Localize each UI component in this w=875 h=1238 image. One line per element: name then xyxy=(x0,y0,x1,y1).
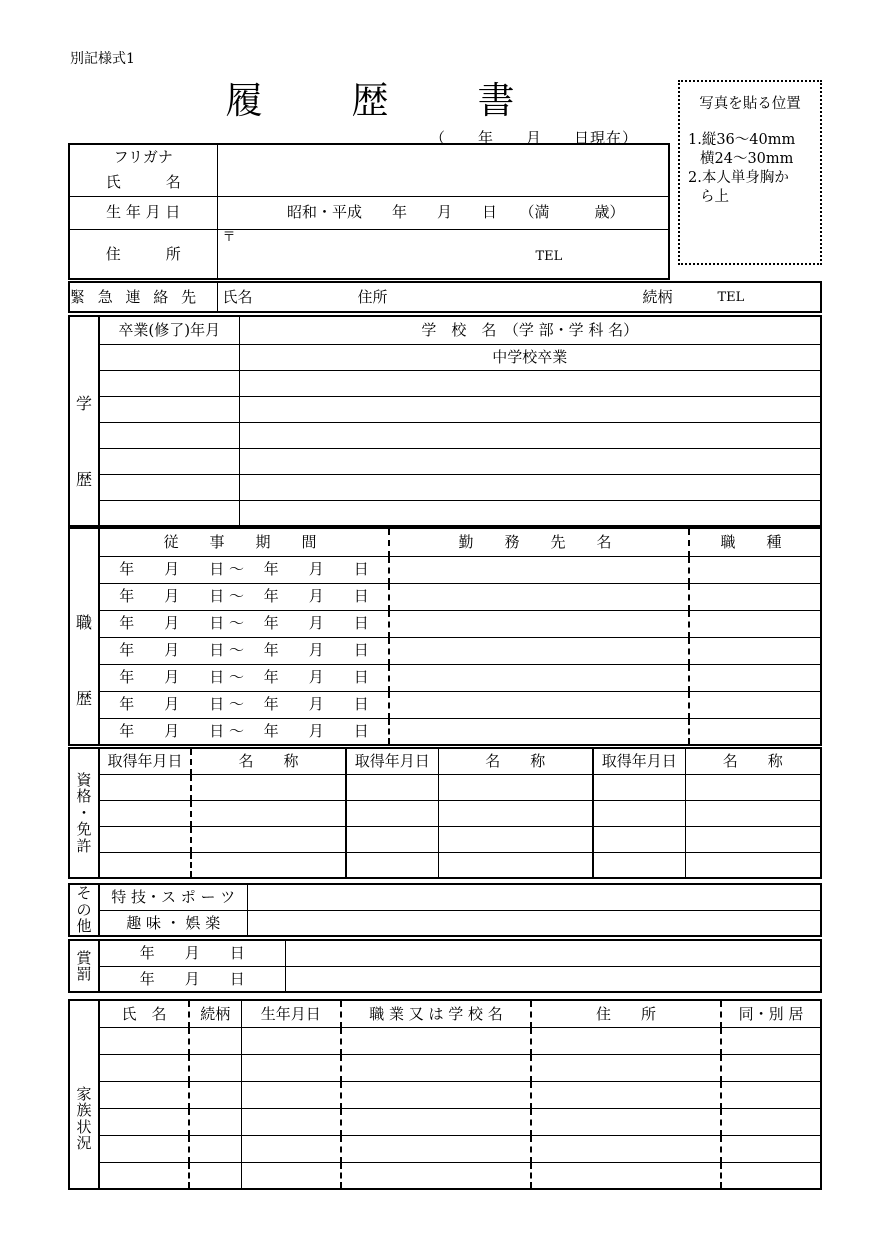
work-jobtype-cell[interactable] xyxy=(689,583,821,610)
family-relation-cell[interactable] xyxy=(189,1054,241,1081)
award-label-char-0: 賞 xyxy=(76,948,92,967)
table-row[interactable] xyxy=(69,1108,821,1135)
work-col-period-header: 従 事 期 間 xyxy=(99,528,389,556)
work-jobtype-cell[interactable] xyxy=(689,610,821,637)
award-detail-cell[interactable] xyxy=(285,940,821,966)
education-date-cell[interactable] xyxy=(99,422,239,448)
table-row[interactable] xyxy=(69,500,821,526)
family-section-label xyxy=(69,1000,99,1189)
family-occupation-cell[interactable] xyxy=(341,1081,531,1108)
family-living-cell[interactable] xyxy=(721,1081,821,1108)
emergency-contact-fields[interactable] xyxy=(217,282,821,312)
table-row[interactable] xyxy=(69,691,821,718)
family-name-cell[interactable] xyxy=(99,1162,189,1189)
education-date-cell[interactable] xyxy=(99,448,239,474)
family-occupation-cell[interactable] xyxy=(341,1135,531,1162)
qualification-date-cell[interactable] xyxy=(593,800,685,826)
postal-code-mark: 〒 xyxy=(222,229,236,245)
education-school-cell[interactable] xyxy=(239,370,821,396)
family-label-char-1: 族 xyxy=(76,1101,92,1119)
work-company-cell[interactable] xyxy=(389,610,689,637)
education-table xyxy=(68,315,822,527)
work-jobtype-cell[interactable] xyxy=(689,691,821,718)
work-label-bottom: 歴 xyxy=(75,688,92,708)
family-living-cell[interactable] xyxy=(721,1054,821,1081)
family-label-char-3: 況 xyxy=(76,1134,92,1152)
qualification-date-cell[interactable] xyxy=(346,826,438,852)
family-name-cell[interactable] xyxy=(99,1108,189,1135)
education-section-label xyxy=(69,316,99,526)
hobbies-input-cell[interactable] xyxy=(247,910,821,936)
address-input-cell[interactable] xyxy=(217,229,669,279)
family-col-relation-header: 続柄 xyxy=(189,1000,241,1027)
family-living-cell[interactable] xyxy=(721,1027,821,1054)
family-birth-cell[interactable] xyxy=(241,1162,341,1189)
birthdate-input-cell[interactable]: 昭和・平成 年 月 日 （満 歳） xyxy=(217,196,669,229)
family-birth-cell[interactable] xyxy=(241,1054,341,1081)
qualification-name-cell[interactable] xyxy=(438,774,593,800)
work-period-cell[interactable]: 年 月 日 ～ 年 月 日 xyxy=(99,583,389,610)
family-label-char-0: 家 xyxy=(76,1084,92,1103)
family-name-cell[interactable] xyxy=(99,1135,189,1162)
photo-box-line-3: 2.本人単身胸か xyxy=(688,170,789,186)
table-row[interactable] xyxy=(69,1027,821,1054)
table-row[interactable] xyxy=(69,396,821,422)
education-date-cell[interactable] xyxy=(99,344,239,370)
award-section-label xyxy=(69,940,99,992)
table-row[interactable] xyxy=(69,1081,821,1108)
special-skills-label: 特 技・ス ポ ー ツ xyxy=(99,884,247,910)
table-row[interactable] xyxy=(69,1162,821,1189)
table-row[interactable] xyxy=(69,344,821,370)
photo-box-title: 写真を貼る位置 xyxy=(699,96,801,112)
work-period-cell[interactable]: 年 月 日 ～ 年 月 日 xyxy=(99,610,389,637)
work-label-top: 職 xyxy=(75,612,92,632)
family-address-cell[interactable] xyxy=(531,1108,721,1135)
family-relation-cell[interactable] xyxy=(189,1027,241,1054)
education-label-top: 学 xyxy=(75,394,92,414)
work-company-cell[interactable] xyxy=(389,691,689,718)
table-row[interactable] xyxy=(69,852,821,878)
qualification-name-cell[interactable] xyxy=(685,774,821,800)
family-label-char-2: 状 xyxy=(76,1117,92,1136)
work-section-label xyxy=(69,528,99,745)
education-school-cell[interactable] xyxy=(239,396,821,422)
qualification-date-cell[interactable] xyxy=(99,800,191,826)
award-date-cell[interactable]: 年 月 日 xyxy=(99,966,285,992)
work-jobtype-cell[interactable] xyxy=(689,556,821,583)
emergency-name-label: 氏名 xyxy=(222,288,253,306)
form-code-label: 別記様式1 xyxy=(70,51,135,67)
qualification-date-header-3: 取得年月日 xyxy=(593,748,685,774)
family-birth-cell[interactable] xyxy=(241,1135,341,1162)
photo-box-line-2: 横24〜30mm xyxy=(700,151,794,167)
qualification-date-cell[interactable] xyxy=(346,774,438,800)
family-name-cell[interactable] xyxy=(99,1081,189,1108)
emergency-address-label: 住所 xyxy=(357,288,388,306)
qualification-name-cell[interactable] xyxy=(438,826,593,852)
family-living-cell[interactable] xyxy=(721,1135,821,1162)
other-label-char-0: そ xyxy=(76,884,92,903)
family-address-cell[interactable] xyxy=(531,1081,721,1108)
award-table xyxy=(68,939,822,993)
emergency-tel-label: TEL xyxy=(717,290,745,305)
emergency-relation-label: 続柄 xyxy=(642,288,673,306)
qualification-label-char-1: 格 xyxy=(76,787,92,806)
work-company-cell[interactable] xyxy=(389,718,689,745)
family-living-cell[interactable] xyxy=(721,1162,821,1189)
as-of-date-label: （ 年 月 日現在） xyxy=(430,129,639,147)
table-row[interactable] xyxy=(69,664,821,691)
education-label-bottom: 歴 xyxy=(75,470,92,489)
table-row[interactable] xyxy=(69,637,821,664)
table-row[interactable] xyxy=(69,826,821,852)
furigana-label: フリガナ xyxy=(69,144,217,169)
qualification-name-header-2: 名 称 xyxy=(438,748,593,774)
qualification-label-char-0: 資 xyxy=(76,770,92,789)
qualification-section-label xyxy=(69,748,99,878)
qualification-name-cell[interactable] xyxy=(191,826,346,852)
table-row[interactable] xyxy=(69,448,821,474)
qualification-date-cell[interactable] xyxy=(99,852,191,878)
education-col-school-header: 学 校 名 （学 部・学 科 名） xyxy=(239,316,821,344)
work-company-cell[interactable] xyxy=(389,664,689,691)
award-date-cell[interactable]: 年 月 日 xyxy=(99,940,285,966)
qualification-date-cell[interactable] xyxy=(346,852,438,878)
work-col-company-header: 勤 務 先 名 xyxy=(389,528,689,556)
family-col-address-header: 住 所 xyxy=(531,1000,721,1027)
family-address-cell[interactable] xyxy=(531,1027,721,1054)
qualification-name-cell[interactable] xyxy=(685,800,821,826)
birthdate-label: 生 年 月 日 xyxy=(69,196,217,229)
personal-info-table xyxy=(68,143,670,280)
education-date-cell[interactable] xyxy=(99,396,239,422)
family-occupation-cell[interactable] xyxy=(341,1108,531,1135)
table-row[interactable] xyxy=(69,800,821,826)
work-col-jobtype-header: 職 種 xyxy=(689,528,821,556)
family-relation-cell[interactable] xyxy=(189,1135,241,1162)
work-period-cell[interactable]: 年 月 日 ～ 年 月 日 xyxy=(99,664,389,691)
education-school-cell[interactable] xyxy=(239,422,821,448)
family-occupation-cell[interactable] xyxy=(341,1027,531,1054)
qualification-date-cell[interactable] xyxy=(99,826,191,852)
table-row[interactable] xyxy=(69,583,821,610)
emergency-contact-table xyxy=(68,281,822,313)
emergency-contact-label: 緊 急 連 絡 先 xyxy=(69,282,217,312)
qualification-date-cell[interactable] xyxy=(593,826,685,852)
table-row[interactable] xyxy=(69,610,821,637)
family-col-name-header: 氏 名 xyxy=(99,1000,189,1027)
family-name-cell[interactable] xyxy=(99,1027,189,1054)
qualification-name-cell[interactable] xyxy=(438,800,593,826)
work-jobtype-cell[interactable] xyxy=(689,718,821,745)
photo-box-line-1: 1.縦36〜40mm xyxy=(688,132,796,148)
work-company-cell[interactable] xyxy=(389,637,689,664)
qualification-name-cell[interactable] xyxy=(191,774,346,800)
education-school-cell[interactable]: 中学校卒業 xyxy=(239,344,821,370)
family-occupation-cell[interactable] xyxy=(341,1054,531,1081)
work-period-cell[interactable]: 年 月 日 ～ 年 月 日 xyxy=(99,718,389,745)
education-date-cell[interactable] xyxy=(99,370,239,396)
other-label-char-1: の xyxy=(76,900,92,919)
qualification-date-cell[interactable] xyxy=(346,800,438,826)
table-row[interactable] xyxy=(69,1054,821,1081)
qualification-label-char-2: ・ xyxy=(76,803,92,822)
qualification-date-header-1: 取得年月日 xyxy=(99,748,191,774)
photo-paste-area[interactable] xyxy=(678,80,822,265)
photo-box-line-4: ら上 xyxy=(700,189,729,205)
page-title: 履 歴 書 xyxy=(225,79,541,122)
table-row[interactable] xyxy=(69,1135,821,1162)
special-skills-input-cell[interactable] xyxy=(247,884,821,910)
family-relation-cell[interactable] xyxy=(189,1162,241,1189)
table-row[interactable] xyxy=(69,556,821,583)
table-row[interactable] xyxy=(69,474,821,500)
hobbies-label: 趣 味 ・ 娯 楽 xyxy=(99,910,247,936)
work-period-cell[interactable]: 年 月 日 ～ 年 月 日 xyxy=(99,691,389,718)
family-occupation-cell[interactable] xyxy=(341,1162,531,1189)
award-detail-cell[interactable] xyxy=(285,966,821,992)
work-jobtype-cell[interactable] xyxy=(689,664,821,691)
qualification-label-char-3: 免 xyxy=(76,820,92,839)
qualification-name-header-3: 名 称 xyxy=(685,748,821,774)
family-address-cell[interactable] xyxy=(531,1054,721,1081)
family-col-living-header: 同・別 居 xyxy=(721,1000,821,1027)
qualification-name-cell[interactable] xyxy=(438,852,593,878)
family-relation-cell[interactable] xyxy=(189,1081,241,1108)
family-address-cell[interactable] xyxy=(531,1135,721,1162)
qualification-name-cell[interactable] xyxy=(191,852,346,878)
qualification-label-char-4: 許 xyxy=(76,836,92,855)
qualification-date-cell[interactable] xyxy=(99,774,191,800)
education-school-cell[interactable] xyxy=(239,500,821,526)
family-col-birth-header: 生年月日 xyxy=(241,1000,341,1027)
family-living-cell[interactable] xyxy=(721,1108,821,1135)
family-relation-cell[interactable] xyxy=(189,1108,241,1135)
qualification-date-cell[interactable] xyxy=(593,774,685,800)
other-label-char-2: 他 xyxy=(76,917,92,936)
other-section-label xyxy=(69,884,99,936)
table-row[interactable] xyxy=(69,774,821,800)
home-tel-label: TEL xyxy=(535,248,563,264)
family-birth-cell[interactable] xyxy=(241,1108,341,1135)
work-period-cell[interactable]: 年 月 日 ～ 年 月 日 xyxy=(99,637,389,664)
work-period-cell[interactable]: 年 月 日 ～ 年 月 日 xyxy=(99,556,389,583)
education-date-cell[interactable] xyxy=(99,500,239,526)
qualification-name-header-1: 名 称 xyxy=(191,748,346,774)
family-name-cell[interactable] xyxy=(99,1054,189,1081)
education-school-cell[interactable] xyxy=(239,448,821,474)
family-status-table xyxy=(68,999,822,1190)
family-col-occupation-header: 職 業 又 は 学 校 名 xyxy=(341,1000,531,1027)
work-history-table xyxy=(68,527,822,746)
qualification-table xyxy=(68,747,822,879)
name-input-cell[interactable] xyxy=(217,144,669,196)
qualification-date-cell[interactable] xyxy=(593,852,685,878)
education-col-date-header: 卒業(修了)年月 xyxy=(99,316,239,344)
family-birth-cell[interactable] xyxy=(241,1027,341,1054)
qualification-date-header-2: 取得年月日 xyxy=(346,748,438,774)
other-info-table xyxy=(68,883,822,937)
work-company-cell[interactable] xyxy=(389,583,689,610)
qualification-name-cell[interactable] xyxy=(685,826,821,852)
table-row[interactable] xyxy=(69,718,821,745)
award-label-char-1: 罰 xyxy=(76,965,92,983)
work-jobtype-cell[interactable] xyxy=(689,637,821,664)
family-birth-cell[interactable] xyxy=(241,1081,341,1108)
qualification-name-cell[interactable] xyxy=(685,852,821,878)
name-label: 氏 名 xyxy=(69,169,217,196)
work-company-cell[interactable] xyxy=(389,556,689,583)
table-row[interactable] xyxy=(69,370,821,396)
family-address-cell[interactable] xyxy=(531,1162,721,1189)
table-row[interactable] xyxy=(69,422,821,448)
qualification-name-cell[interactable] xyxy=(191,800,346,826)
education-date-cell[interactable] xyxy=(99,474,239,500)
education-school-cell[interactable] xyxy=(239,474,821,500)
address-label: 住 所 xyxy=(69,229,217,279)
